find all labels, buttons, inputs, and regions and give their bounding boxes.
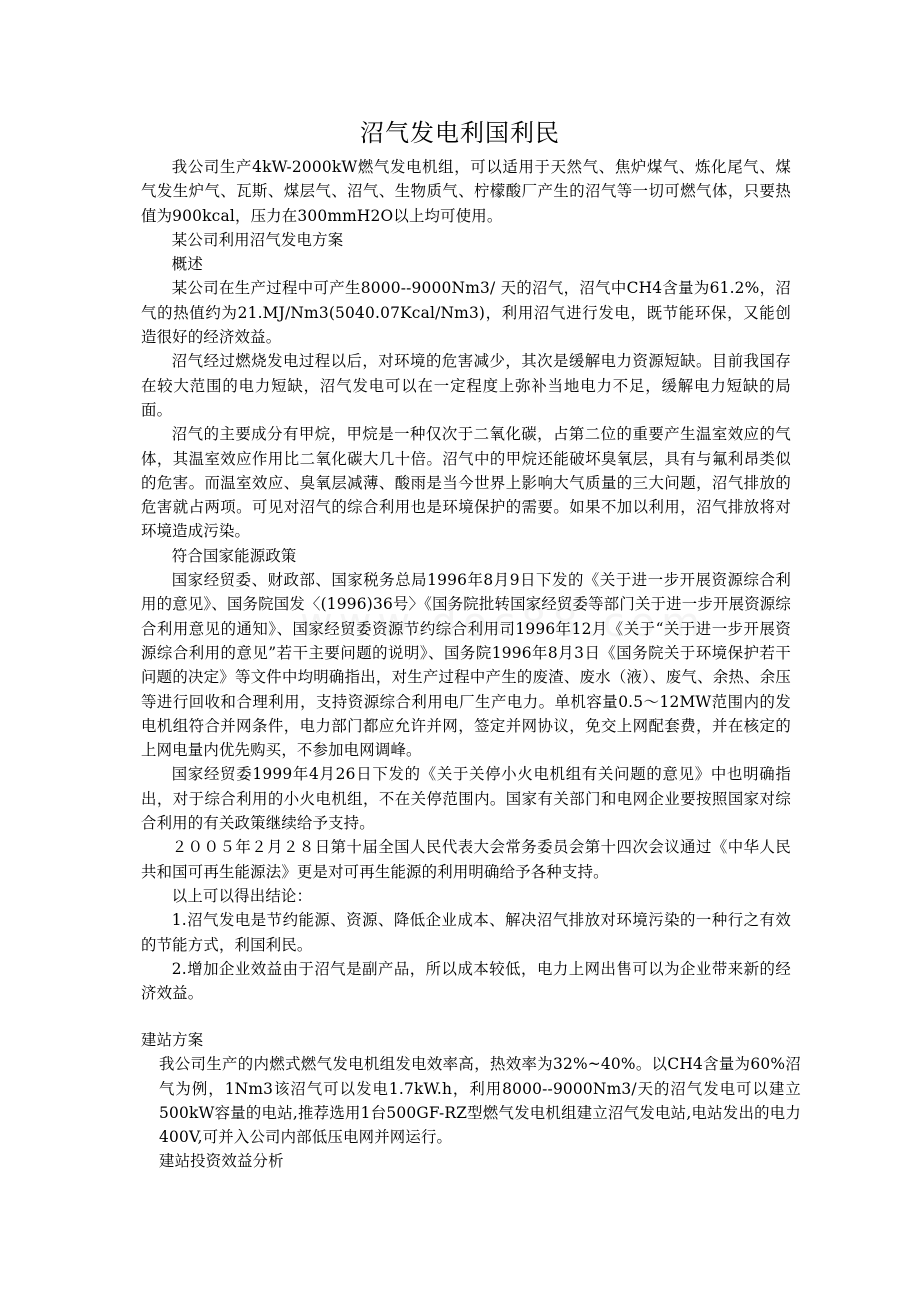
station-plan-section — [141, 1028, 801, 1174]
page-title: 沼气发电利国利民 — [360, 119, 560, 147]
paragraph-methane: 沼气的主要成分有甲烷，甲烷是一种仅次于二氧化碳，占第二位的重要产生温室效应的气体，其温室效应作用比二氧化碳大几十倍。沼气中的甲烷还能破坏臭氧层，具有与氟利昂类似的危害。而温室效应、臭氧层减薄、酸雨是当今世界上影响大气质量的三大问题，沼气排放的危害就占两项。可见对沼气的综合利用也是环境保护的需要。如果不加以利用，沼气排放将对环境造成污染。 — [141, 425, 791, 541]
paragraph-station: 我公司生产的内燃式燃气发电机组发电效率高，热效率为32%~40%。以CH4含量为60%沼气为例，1Nm3该沼气可以发电1.7kW.h，利用8000--9000Nm3/天的沼气发电可以建立500kW容量的电站,推荐选用1台500GF-RZ型燃气发电机组建立沼气发电站,电站发出的电力400V,可并入公司内部低压电网并网运行。 — [159, 1055, 801, 1147]
section-heading-policy: 符合国家能源政策 — [171, 546, 297, 565]
paragraph-environment: 沼气经过燃烧发电过程以后，对环境的危害减少，其次是缓解电力资源短缺。目前我国存在较大范围的电力短缺，沼气发电可以在一定程度上弥补当地电力不足，缓解电力短缺的局面。 — [141, 352, 791, 419]
paragraph-policy-1: 国家经贸委、财政部、国家税务总局1996年8月9日下发的《关于进一步开展资源综合利用的意见》、国务院国发〈(1996)36号〉《国务院批转国家经贸委等部门关于进一步开展资源综合利用意见的通知》、国家经贸委资源节约综合利用司1996年12月《关于“关于进一步开展资源综合利用的意见”若干主要问题的说明》、国务院1996年8月3日《国务院关于环境保护若干问题的决定》等文件中均明确指出，对生产过程中产生的废渣、废水（液）、废气、余热、余压等进行回收和合理利用，支持资源综合利用电厂生产电力。单机容量0.5～12MW范围内的发电机组符合并网条件，电力部门都应允许并网，签定并网协议，免交上网配套费，并在核定的上网电量内优先购买，不参加电网调峰。 — [141, 571, 791, 760]
paragraph-policy-3: ２００５年２月２８日第十届全国人民代表大会常务委员会第十四次会议通过《中华人民共和国可再生能源法》更是对可再生能源的利用明确给予各种支持。 — [141, 838, 791, 881]
section-heading-station: 建站方案 — [141, 1031, 204, 1049]
paragraph-intro: 我公司生产4kW-2000kW燃气发电机组，可以适用于天然气、焦炉煤气、炼化尾气、煤气发生炉气、瓦斯、煤层气、沼气、生物质气、柠檬酸厂产生的沼气等一切可燃气体，只要热值为900kcal，压力在300mmH2O以上均可使用。 — [141, 158, 791, 225]
section-heading-overview: 概述 — [171, 255, 203, 274]
paragraph-conclusion-1: 1.沼气发电是节约能源、资源、降低企业成本、解决沼气排放对环境污染的一种行之有效的节能方式，利国利民。 — [141, 911, 791, 954]
section-heading-investment: 建站投资效益分析 — [159, 1152, 284, 1171]
section-heading-plan: 某公司利用沼气发电方案 — [171, 230, 344, 249]
paragraph-conclusion-lead: 以上可以得出结论： — [171, 886, 313, 905]
paragraph-conclusion-2: 2.增加企业效益由于沼气是副产品，所以成本较低，电力上网出售可以为企业带来新的经济效益。 — [141, 959, 791, 1003]
document-body — [141, 155, 791, 1005]
paragraph-overview: 某公司在生产过程中可产生8000--9000Nm3/ 天的沼气，沼气中CH4含量为61.2%，沼气的热值约为21.MJ/Nm3(5040.07Kcal/Nm3)，利用沼气进行发电，既节能环保，又能创造很好的经济效益。 — [141, 279, 791, 347]
paragraph-policy-2: 国家经贸委1999年4月26日下发的《关于关停小火电机组有关问题的意见》中也明确指出，对于综合利用的小火电机组，不在关停范围内。国家有关部门和电网企业要按照国家对综合利用的有关政策继续给予支持。 — [141, 765, 791, 833]
